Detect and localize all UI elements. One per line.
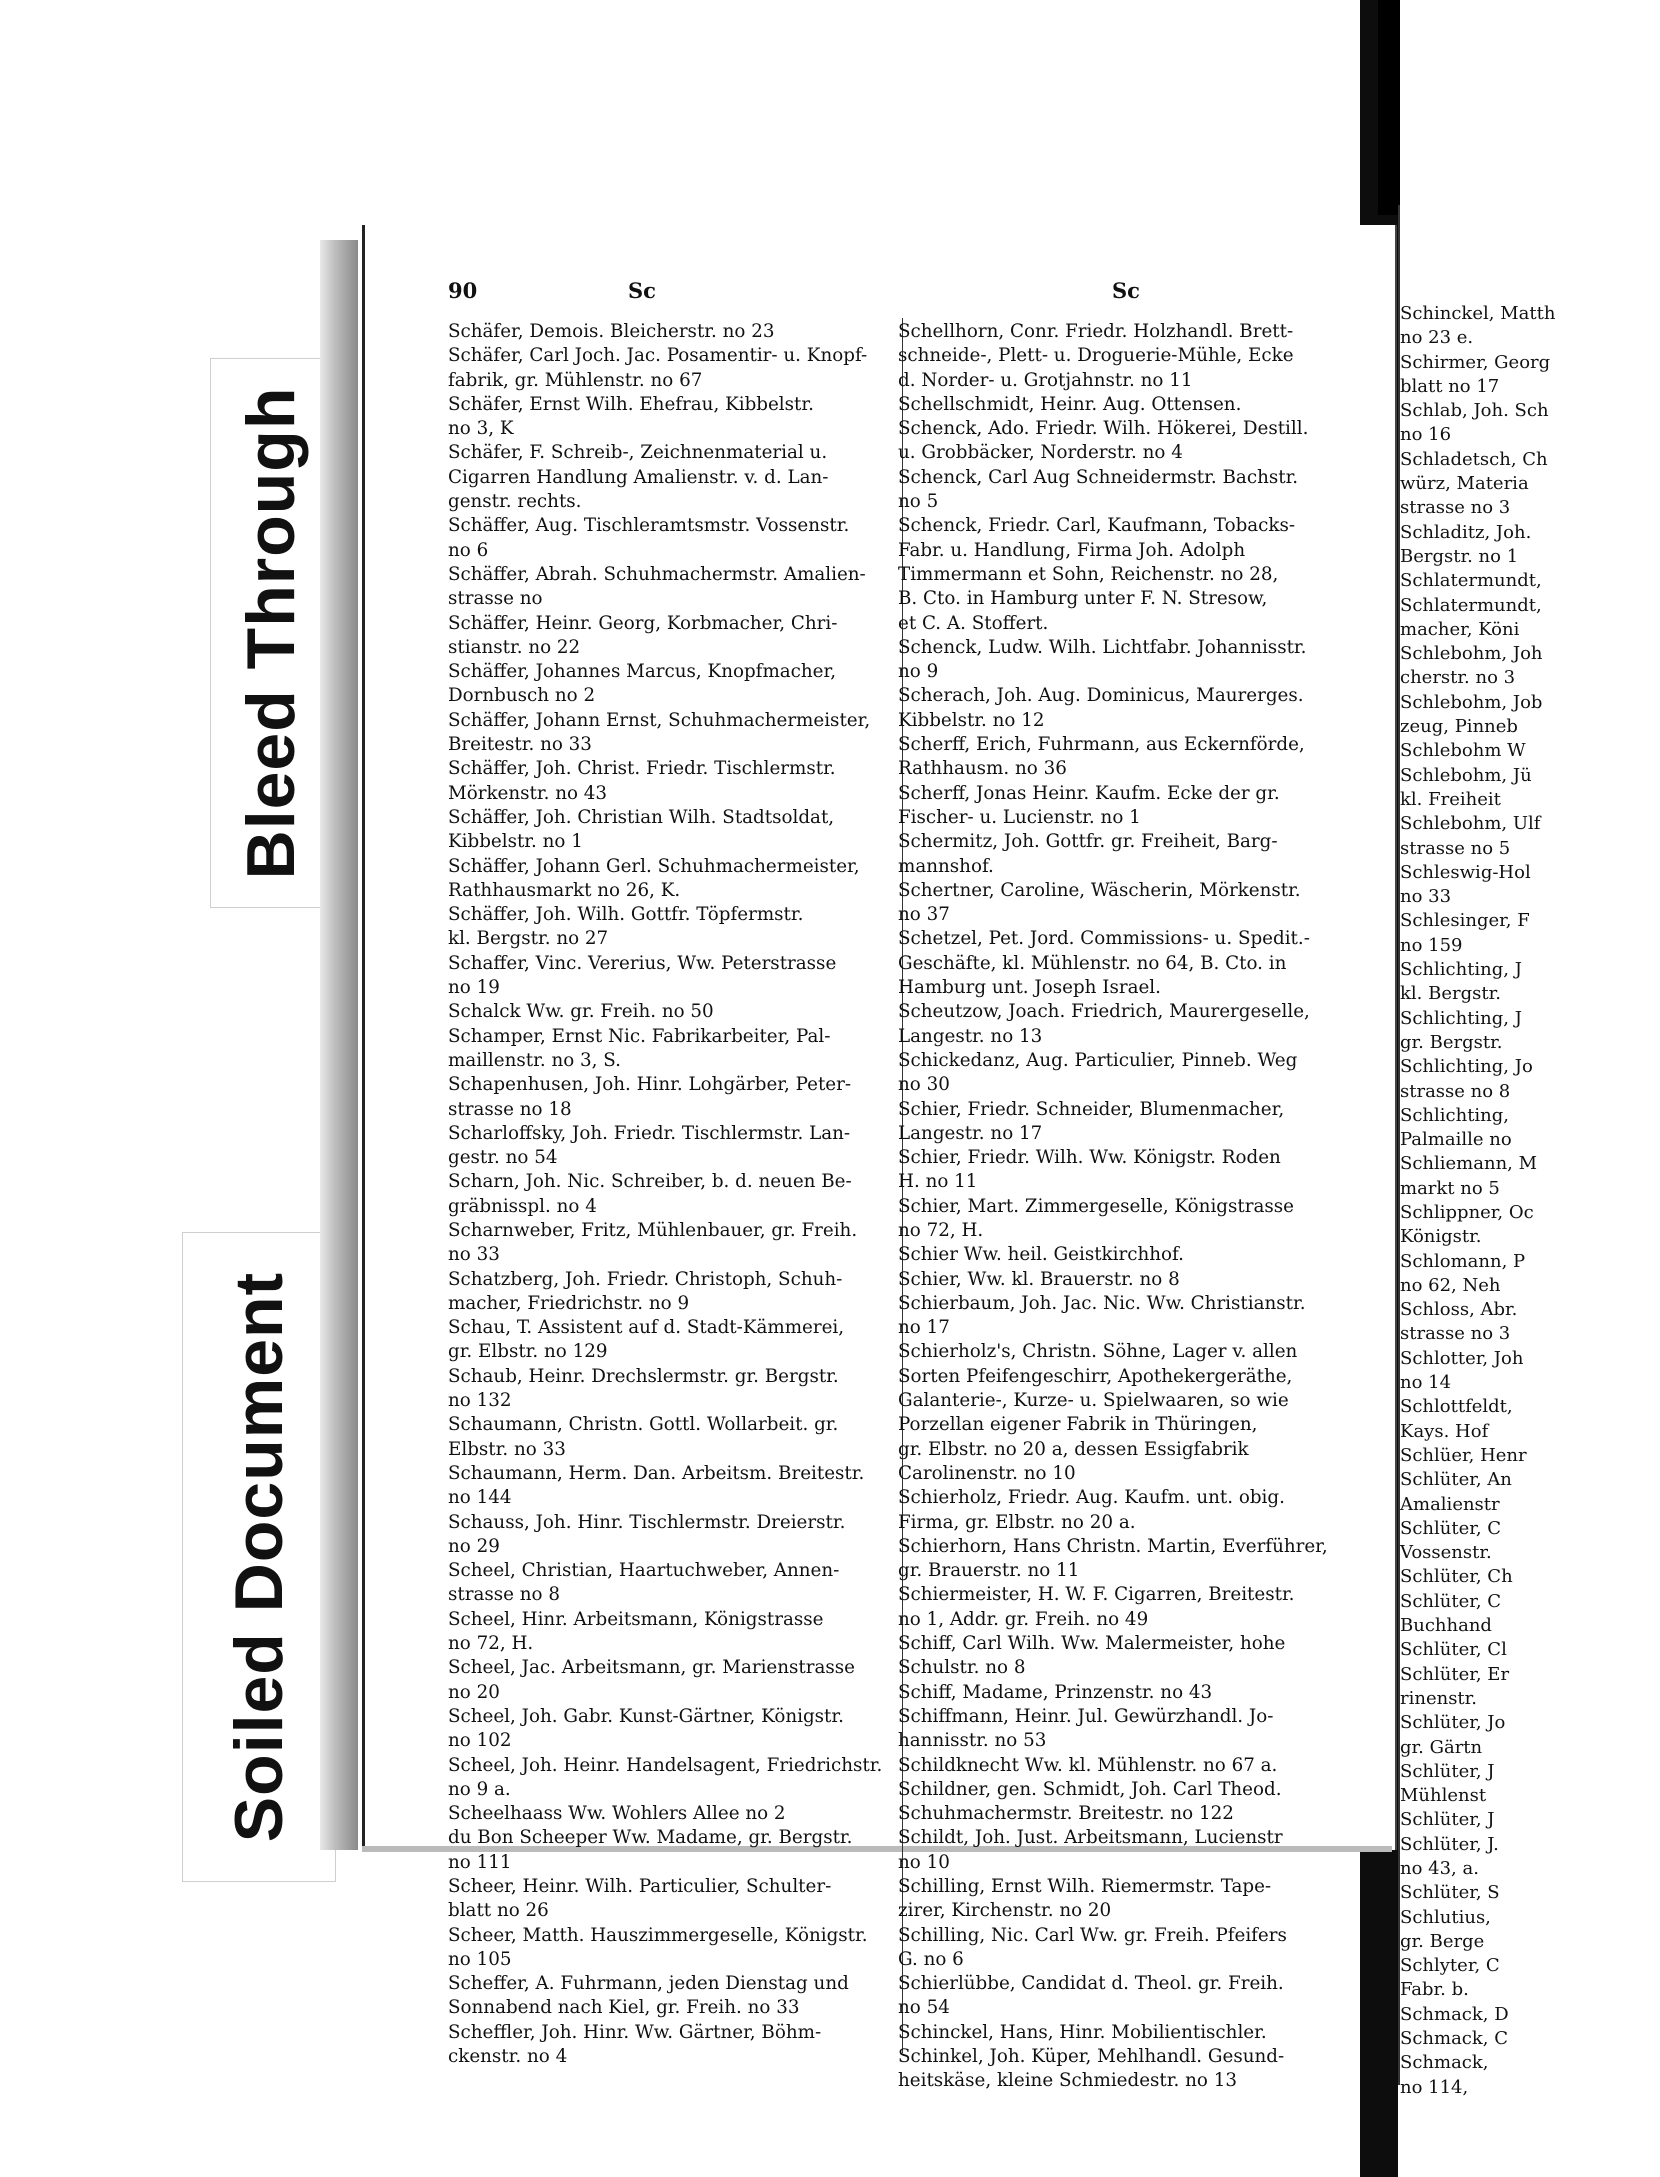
entry-line: Schauss, Joh. Hinr. Tischlermstr. Dreierstr. xyxy=(448,1511,846,1533)
entry-line: Scheffer, A. Fuhrmann, jeden Dienstag und xyxy=(448,1973,849,1995)
entry-line: et C. A. Stoffert. xyxy=(898,612,1049,634)
entry-line: blatt no 17 xyxy=(1400,375,1500,397)
entry-line: Schuhmachermstr. Breitestr. no 122 xyxy=(898,1803,1234,1825)
entry-line: Schladitz, Joh. xyxy=(1400,521,1532,543)
entry-line: no 72, H. xyxy=(448,1633,534,1655)
entry-line: Schlüer, Henr xyxy=(1400,1444,1527,1466)
entry-line: Schlesinger, F xyxy=(1400,910,1530,932)
entry-line: Schäfer, Demois. Bleicherstr. no 23 xyxy=(448,321,775,342)
entry-line: Schaffer, Vinc. Vererius, Ww. Peterstrasse xyxy=(448,952,837,974)
entry-line: kl. Bergstr. xyxy=(1400,983,1501,1005)
entry-line: Schellschmidt, Heinr. Aug. Ottensen. xyxy=(898,393,1242,415)
entry-line: Schlüter, J. xyxy=(1400,1833,1499,1855)
entry-line: gr. Berge xyxy=(1400,1930,1485,1952)
entry-line: Schlichting, J xyxy=(1400,1007,1522,1029)
entry-line: Schierhorn, Hans Christn. Martin, Everführer, xyxy=(898,1535,1328,1557)
entry-line: stianstr. no 22 xyxy=(448,636,581,658)
entry-line: no 62, Neh xyxy=(1400,1274,1501,1296)
entry-line: genstr. rechts. xyxy=(448,491,582,513)
entry-line: Schlomann, P xyxy=(1400,1250,1526,1272)
entry-line: Schlüter, Jo xyxy=(1400,1712,1506,1734)
entry-line: maillenstr. no 3, S. xyxy=(448,1049,621,1071)
entry-line: Schäffer, Abrah. Schuhmachermstr. Amalien- xyxy=(448,563,866,585)
entry-line: Scherach, Joh. Aug. Dominicus, Maurerges. xyxy=(898,685,1304,707)
entry-line: Schlotter, Joh xyxy=(1400,1347,1524,1369)
entry-line: kl. Bergstr. no 27 xyxy=(448,928,609,950)
entry-line: fabrik, gr. Mühlenstr. no 67 xyxy=(448,369,703,391)
entry-line: no 29 xyxy=(448,1535,500,1557)
entry-line: Schlebohm, Jü xyxy=(1400,764,1532,786)
entry-line: Schetzel, Pet. Jord. Commissions- u. Spedit.- xyxy=(898,928,1310,950)
entry-line: strasse no 5 xyxy=(1400,837,1511,859)
entry-line: Vossenstr. xyxy=(1400,1542,1492,1564)
entry-line: Schlatermundt, xyxy=(1400,570,1542,592)
entry-line: Schierholz, Friedr. Aug. Kaufm. unt. obig. xyxy=(898,1487,1285,1509)
entry-line: Fabr. u. Handlung, Firma Joh. Adolph xyxy=(898,539,1246,561)
entry-line: no 6 xyxy=(448,539,489,561)
entry-line: markt no 5 xyxy=(1400,1177,1500,1199)
entry-line: strasse no 18 xyxy=(448,1098,572,1120)
entry-line: Galanterie-, Kurze- u. Spielwaaren, so wie xyxy=(898,1390,1289,1412)
entry-line: Schapenhusen, Joh. Hinr. Lohgärber, Peter- xyxy=(448,1074,852,1096)
entry-line: Langestr. no 17 xyxy=(898,1122,1043,1144)
left-running-head: Sc xyxy=(628,278,656,303)
entry-line: Schiff, Madame, Prinzenstr. no 43 xyxy=(898,1681,1213,1703)
entry-line: no 105 xyxy=(448,1948,512,1970)
bleed-through-label xyxy=(210,358,332,908)
entry-line: Schermitz, Joh. Gottfr. gr. Freiheit, Barg- xyxy=(898,831,1278,853)
entry-line: Schier, Friedr. Schneider, Blumenmacher, xyxy=(898,1098,1285,1120)
entry-line: Schiffmann, Heinr. Jul. Gewürzhandl. Jo- xyxy=(898,1705,1274,1727)
entry-line: no 17 xyxy=(898,1317,950,1339)
entry-line: Schiff, Carl Wilh. Ww. Malermeister, hohe xyxy=(898,1633,1286,1655)
book-page-edges xyxy=(320,240,358,1850)
entry-line: no 33 xyxy=(448,1244,500,1266)
entry-line: Schlebohm, Ulf xyxy=(1400,813,1541,835)
entry-line: Schlüter, Ch xyxy=(1400,1566,1513,1588)
entry-line: Schlichting, Jo xyxy=(1400,1056,1533,1078)
entry-line: no 54 xyxy=(898,1997,950,2019)
entry-line: Scheel, Jac. Arbeitsmann, gr. Marienstrasse xyxy=(448,1657,855,1679)
entry-line: Schlüter, C xyxy=(1400,1517,1502,1539)
entry-line: Dornbusch no 2 xyxy=(448,685,596,707)
entry-line: Schäffer, Johann Gerl. Schuhmachermeister, xyxy=(448,855,860,877)
entry-line: strasse no xyxy=(448,588,543,610)
entry-line: Scheer, Matth. Hauszimmergeselle, Königstr. xyxy=(448,1924,868,1946)
entry-line: Cigarren Handlung Amalienstr. v. d. Lan- xyxy=(448,466,829,488)
entry-line: Scheer, Heinr. Wilh. Particulier, Schulter- xyxy=(448,1876,832,1897)
entry-line: Schinckel, Hans, Hinr. Mobilientischler. xyxy=(898,2021,1267,2043)
entry-line: d. Norder- u. Grotjahnstr. no 11 xyxy=(898,369,1193,391)
entry-line: Scheel, Joh. Heinr. Handelsagent, Friedrichstr. xyxy=(448,1754,883,1776)
entry-line: no 16 xyxy=(1400,424,1452,446)
entry-line: Schladetsch, Ch xyxy=(1400,448,1548,470)
entry-line: Sorten Pfeifengeschirr, Apothekergeräthe, xyxy=(898,1365,1293,1387)
entry-line: Schäfer, Carl Joch. Jac. Posamentir- u. Knopf- xyxy=(448,345,868,367)
entry-line: Langestr. no 13 xyxy=(898,1025,1043,1047)
entry-line: Schau, T. Assistent auf d. Stadt-Kämmerei, xyxy=(448,1317,845,1339)
entry-line: Schlottfeldt, xyxy=(1400,1396,1513,1418)
entry-line: Schulstr. no 8 xyxy=(898,1657,1026,1679)
right-running-head: Sc xyxy=(1112,278,1140,303)
entry-line: macher, Friedrichstr. no 9 xyxy=(448,1292,690,1314)
entry-line: Scharn, Joh. Nic. Schreiber, b. d. neuen Be- xyxy=(448,1171,852,1193)
entry-line: no 10 xyxy=(898,1851,950,1873)
entry-line: Scharnweber, Fritz, Mühlenbauer, gr. Freih. xyxy=(448,1219,858,1241)
entry-line: Schier, Friedr. Wilh. Ww. Königstr. Roden xyxy=(898,1147,1281,1169)
entry-line: Timmermann et Sohn, Reichenstr. no 28, xyxy=(898,563,1279,585)
entry-line: Bergstr. no 1 xyxy=(1400,545,1519,567)
entry-line: Scheel, Christian, Haartuchweber, Annen- xyxy=(448,1560,840,1582)
entry-line: Porzellan eigener Fabrik in Thüringen, xyxy=(898,1414,1258,1436)
entry-line: Schamper, Ernst Nic. Fabrikarbeiter, Pal- xyxy=(448,1025,831,1047)
entry-line: Schierbaum, Joh. Jac. Nic. Ww. Christianstr. xyxy=(898,1292,1306,1314)
entry-line: Schilling, Nic. Carl Ww. gr. Freih. Pfeifers xyxy=(898,1924,1287,1946)
entry-line: Schildt, Joh. Just. Arbeitsmann, Lucienstr xyxy=(898,1827,1283,1849)
entry-line: Schirmer, Georg xyxy=(1400,351,1551,373)
entry-line: Breitestr. no 33 xyxy=(448,734,592,756)
entry-line: mannshof. xyxy=(898,855,994,877)
soiled-document-text: Soiled Document xyxy=(221,1271,297,1843)
entry-line: Schinkel, Joh. Küper, Mehlhandl. Gesund- xyxy=(898,2046,1285,2068)
entry-line: Schertner, Caroline, Wäscherin, Mörkenstr. xyxy=(898,879,1301,901)
entry-line: Buchhand xyxy=(1400,1615,1492,1637)
entry-line: no 5 xyxy=(898,491,939,513)
entry-line: cherstr. no 3 xyxy=(1400,667,1516,689)
entry-line: Schickedanz, Aug. Particulier, Pinneb. Weg xyxy=(898,1049,1298,1071)
entry-line: Schleswig-Hol xyxy=(1400,861,1531,883)
entry-line: Palmaille no xyxy=(1400,1129,1512,1151)
entry-line: Schinckel, Matth xyxy=(1400,303,1556,324)
entry-line: no 3, K xyxy=(448,418,514,440)
entry-line: Schier, Ww. kl. Brauerstr. no 8 xyxy=(898,1268,1180,1290)
binding-edge-top xyxy=(1378,0,1400,215)
entry-line: Schenck, Ado. Friedr. Wilh. Hökerei, Destill. xyxy=(898,418,1309,440)
entry-line: gr. Gärtn xyxy=(1400,1736,1483,1758)
entry-line: Schier, Mart. Zimmergeselle, Königstrasse xyxy=(898,1195,1294,1217)
entry-line: Schlüter, S xyxy=(1400,1882,1500,1904)
entry-line: Mühlenst xyxy=(1400,1785,1487,1807)
entry-line: Schlichting, xyxy=(1400,1104,1510,1126)
entry-line: no 9 a. xyxy=(448,1778,511,1800)
entry-line: gräbnisspl. no 4 xyxy=(448,1195,597,1217)
entry-line: Scherff, Erich, Fuhrmann, aus Eckernförde, xyxy=(898,734,1305,756)
entry-line: macher, Köni xyxy=(1400,618,1520,640)
entry-line: no 14 xyxy=(1400,1372,1452,1394)
entry-line: Schäffer, Heinr. Georg, Korbmacher, Chri- xyxy=(448,612,838,634)
entry-line: Schlüter, J xyxy=(1400,1809,1495,1831)
entry-line: Firma, gr. Elbstr. no 20 a. xyxy=(898,1511,1136,1533)
entry-line: Schlebohm, Job xyxy=(1400,691,1543,713)
entry-line: H. no 11 xyxy=(898,1171,978,1193)
entry-line: gestr. no 54 xyxy=(448,1147,558,1169)
entry-line: Scheel, Joh. Gabr. Kunst-Gärtner, Königstr. xyxy=(448,1705,844,1727)
entry-line: Schlutius, xyxy=(1400,1906,1491,1928)
entry-line: gr. Bergstr. xyxy=(1400,1031,1503,1053)
entry-line: Scheelhaass Ww. Wohlers Allee no 2 xyxy=(448,1803,786,1825)
entry-line: G. no 6 xyxy=(898,1948,964,1970)
entry-line: Geschäfte, kl. Mühlenstr. no 64, B. Cto. in xyxy=(898,952,1287,974)
entry-line: blatt no 26 xyxy=(448,1900,549,1922)
entry-line: Schlichting, J xyxy=(1400,959,1522,981)
page-number: 90 xyxy=(448,278,478,303)
entry-line: Schlatermundt, xyxy=(1400,594,1542,616)
entry-line: no 159 xyxy=(1400,934,1463,956)
entry-line: no 33 xyxy=(1400,886,1452,908)
entry-line: Schliemann, M xyxy=(1400,1153,1538,1175)
entry-line: Schmack, C xyxy=(1400,2028,1509,2050)
entry-line: strasse no 8 xyxy=(448,1584,560,1606)
entry-line: Scherff, Jonas Heinr. Kaufm. Ecke der gr. xyxy=(898,782,1280,804)
entry-line: no 114, xyxy=(1400,2076,1469,2098)
entry-line: no 102 xyxy=(448,1730,512,1752)
entry-line: no 1, Addr. gr. Freih. no 49 xyxy=(898,1608,1149,1630)
entry-line: Schäffer, Joh. Christian Wilh. Stadtsoldat, xyxy=(448,806,835,828)
entry-line: strasse no 8 xyxy=(1400,1080,1511,1102)
entry-line: no 20 xyxy=(448,1681,500,1703)
entry-line: Elbstr. no 33 xyxy=(448,1438,566,1460)
entry-line: Hamburg unt. Joseph Israel. xyxy=(898,977,1161,999)
entry-line: gr. Brauerstr. no 11 xyxy=(898,1560,1080,1582)
entry-line: no 111 xyxy=(448,1851,512,1873)
adjacent-entry-column xyxy=(1400,302,1660,2100)
entry-line: Carolinenstr. no 10 xyxy=(898,1462,1076,1484)
entry-line: no 19 xyxy=(448,977,500,999)
entry-line: zirer, Kirchenstr. no 20 xyxy=(898,1900,1112,1922)
entry-line: Schenck, Friedr. Carl, Kaufmann, Tobacks- xyxy=(898,515,1296,537)
entry-line: Schäffer, Joh. Wilh. Gottfr. Töpfermstr. xyxy=(448,904,804,926)
entry-line: Schlab, Joh. Sch xyxy=(1400,400,1549,422)
entry-line: no 9 xyxy=(898,661,939,683)
right-entry-column xyxy=(898,320,1356,2094)
left-entry-column xyxy=(448,320,900,2069)
entry-line: Schäffer, Aug. Tischleramtsmstr. Vossenstr. xyxy=(448,515,850,537)
entry-line: Schäffer, Johann Ernst, Schuhmachermeister, xyxy=(448,709,871,731)
entry-line: Schierlübbe, Candidat d. Theol. gr. Freih. xyxy=(898,1973,1284,1995)
entry-line: no 144 xyxy=(448,1487,512,1509)
entry-line: B. Cto. in Hamburg unter F. N. Stresow, xyxy=(898,588,1268,610)
entry-line: Rathhausm. no 36 xyxy=(898,758,1067,780)
entry-line: Scharloffsky, Joh. Friedr. Tischlermstr. Lan- xyxy=(448,1122,851,1144)
entry-line: Schäfer, Ernst Wilh. Ehefrau, Kibbelstr. xyxy=(448,393,814,415)
entry-line: gr. Elbstr. no 129 xyxy=(448,1341,608,1363)
entry-line: Fabr. b. xyxy=(1400,1979,1469,2001)
entry-line: Schlippner, Oc xyxy=(1400,1201,1534,1223)
entry-line: Schlüter, J xyxy=(1400,1760,1495,1782)
entry-line: strasse no 3 xyxy=(1400,1323,1511,1345)
entry-line: u. Grobbäcker, Norderstr. no 4 xyxy=(898,442,1183,464)
entry-line: Schenck, Ludw. Wilh. Lichtfabr. Johannisstr. xyxy=(898,636,1307,658)
entry-line: Kibbelstr. no 12 xyxy=(898,709,1045,731)
entry-line: ckenstr. no 4 xyxy=(448,2046,568,2068)
entry-line: no 132 xyxy=(448,1390,512,1412)
entry-line: gr. Elbstr. no 20 a, dessen Essigfabrik xyxy=(898,1438,1249,1460)
entry-line: Schenck, Carl Aug Schneidermstr. Bachstr. xyxy=(898,466,1299,488)
entry-line: Schellhorn, Conr. Friedr. Holzhandl. Brett- xyxy=(898,321,1294,342)
entry-line: Rathhausmarkt no 26, K. xyxy=(448,879,681,901)
entry-line: no 30 xyxy=(898,1074,950,1096)
entry-line: Kibbelstr. no 1 xyxy=(448,831,583,853)
entry-line: Schmack, D xyxy=(1400,2003,1509,2025)
entry-line: Schierholz's, Christn. Söhne, Lager v. allen xyxy=(898,1341,1298,1363)
entry-line: Schäffer, Joh. Christ. Friedr. Tischlermstr. xyxy=(448,758,836,780)
entry-line: Schildknecht Ww. kl. Mühlenstr. no 67 a. xyxy=(898,1754,1278,1776)
entry-line: zeug, Pinneb xyxy=(1400,716,1518,738)
entry-line: kl. Freiheit xyxy=(1400,788,1501,810)
entry-line: rinenstr. xyxy=(1400,1687,1478,1709)
entry-line: Schilling, Ernst Wilh. Riemermstr. Tape- xyxy=(898,1876,1272,1897)
entry-line: Scheel, Hinr. Arbeitsmann, Königstrasse xyxy=(448,1608,824,1630)
entry-line: Schlüter, Cl xyxy=(1400,1639,1507,1661)
entry-line: no 23 e. xyxy=(1400,327,1474,349)
entry-line: Kays. Hof xyxy=(1400,1420,1489,1442)
entry-line: du Bon Scheeper Ww. Madame, gr. Bergstr. xyxy=(448,1827,853,1849)
entry-line: Schloss, Abr. xyxy=(1400,1299,1518,1321)
entry-line: Schatzberg, Joh. Friedr. Christoph, Schuh- xyxy=(448,1268,843,1290)
entry-line: Schmack, xyxy=(1400,2052,1489,2074)
entry-line: Schäffer, Johannes Marcus, Knopfmacher, xyxy=(448,661,837,683)
entry-line: Sonnabend nach Kiel, gr. Freih. no 33 xyxy=(448,1997,800,2019)
entry-line: no 37 xyxy=(898,904,950,926)
soiled-document-label xyxy=(182,1232,336,1882)
entry-line: Schäfer, F. Schreib-, Zeichnenmaterial u. xyxy=(448,442,828,464)
entry-line: Schlebohm W xyxy=(1400,740,1526,762)
entry-line: Königstr. xyxy=(1400,1226,1482,1248)
entry-line: Scheutzow, Joach. Friedrich, Maurergeselle, xyxy=(898,1001,1310,1023)
entry-line: strasse no 3 xyxy=(1400,497,1511,519)
entry-line: hannisstr. no 53 xyxy=(898,1730,1047,1752)
entry-line: no 72, H. xyxy=(898,1219,984,1241)
entry-line: würz, Materia xyxy=(1400,473,1529,495)
entry-line: Schier Ww. heil. Geistkirchhof. xyxy=(898,1244,1184,1266)
entry-line: Schlüter, Er xyxy=(1400,1663,1510,1685)
entry-line: Schlüter, C xyxy=(1400,1590,1502,1612)
entry-line: Schaumann, Herm. Dan. Arbeitsm. Breitestr. xyxy=(448,1462,865,1484)
bleed-through-text: Bleed Through xyxy=(233,386,309,880)
entry-line: Schildner, gen. Schmidt, Joh. Carl Theod. xyxy=(898,1778,1282,1800)
entry-line: Mörkenstr. no 43 xyxy=(448,782,608,804)
entry-line: Amalienstr xyxy=(1400,1493,1500,1515)
entry-line: Schaub, Heinr. Drechslermstr. gr. Bergstr. xyxy=(448,1365,839,1387)
entry-line: Schlyter, C xyxy=(1400,1955,1500,1977)
entry-line: Schlebohm, Joh xyxy=(1400,643,1543,665)
entry-line: no 43, a. xyxy=(1400,1858,1479,1879)
entry-line: Schaumann, Christn. Gottl. Wollarbeit. gr. xyxy=(448,1414,839,1436)
entry-line: Schiermeister, H. W. F. Cigarren, Breitestr. xyxy=(898,1584,1295,1606)
entry-line: heitskäse, kleine Schmiedestr. no 13 xyxy=(898,2070,1237,2092)
adjacent-page xyxy=(1398,205,1602,2098)
entry-line: Scheffler, Joh. Hinr. Ww. Gärtner, Böhm- xyxy=(448,2021,822,2043)
entry-line: schneide-, Plett- u. Droguerie-Mühle, Ecke xyxy=(898,345,1294,367)
entry-line: Schalck Ww. gr. Freih. no 50 xyxy=(448,1001,714,1023)
entry-line: Fischer- u. Lucienstr. no 1 xyxy=(898,806,1141,828)
entry-line: Schlüter, An xyxy=(1400,1469,1512,1491)
